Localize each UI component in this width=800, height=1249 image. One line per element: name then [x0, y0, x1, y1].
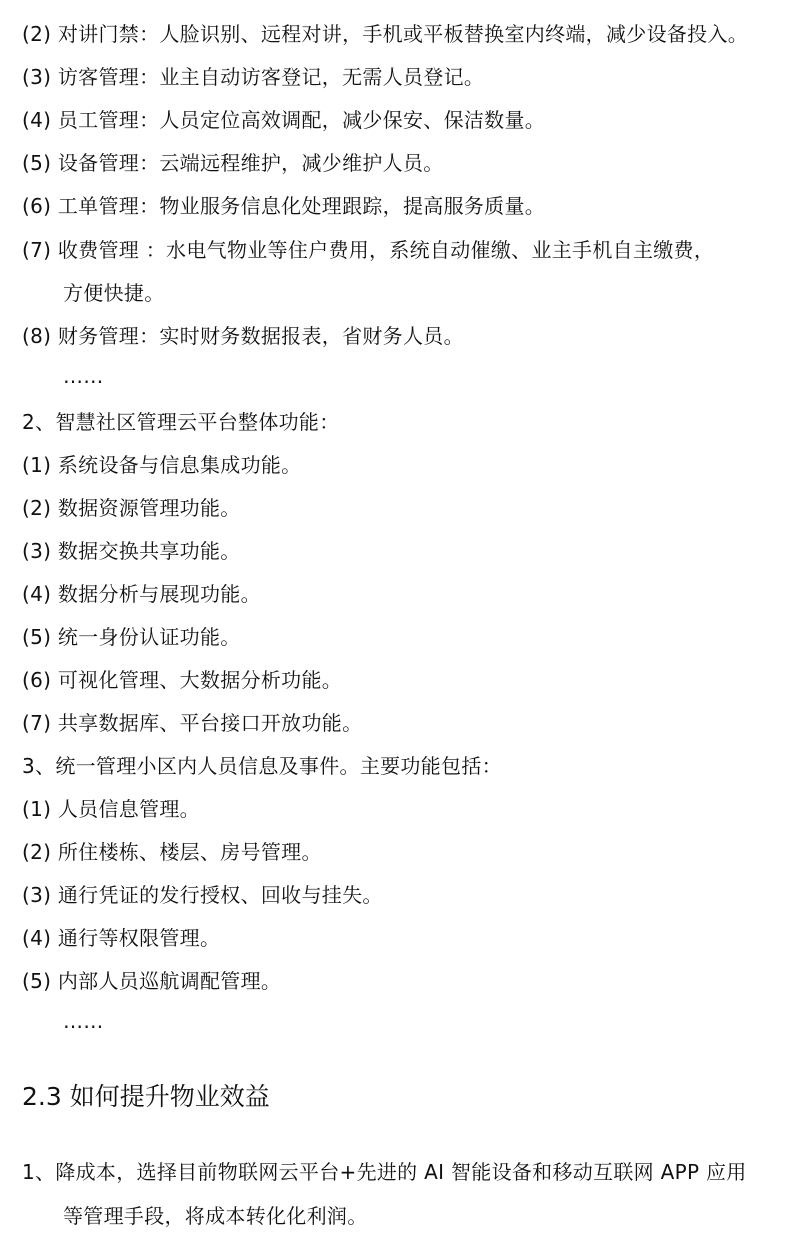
list-item: (7) 收费管理 ：水电气物业等住户费用，系统自动催缴、业主手机自主缴费， — [22, 238, 715, 262]
list-item: (3) 访客管理：业主自动访客登记，无需人员登记。 — [22, 65, 485, 89]
list-item: (7) 共享数据库、平台接口开放功能。 — [22, 711, 363, 735]
paragraph-line: 等管理手段，将成本转化化利润。 — [63, 1204, 368, 1228]
section-item: 3、统一管理小区内人员信息及事件。主要功能包括： — [22, 754, 502, 778]
list-item: (4) 数据分析与展现功能。 — [22, 582, 261, 606]
list-item: (5) 设备管理：云端远程维护，减少维护人员。 — [22, 151, 444, 175]
list-item: (2) 对讲门禁：人脸识别、远程对讲，手机或平板替换室内终端，减少设备投入。 — [22, 22, 749, 46]
list-item-continuation: 方便快捷。 — [63, 281, 165, 305]
list-item: (3) 数据交换共享功能。 — [22, 539, 241, 563]
list-item: (6) 可视化管理、大数据分析功能。 — [22, 668, 343, 692]
list-item: (4) 通行等权限管理。 — [22, 926, 221, 950]
list-item: (2) 数据资源管理功能。 — [22, 496, 241, 520]
list-item: (6) 工单管理：物业服务信息化处理跟踪，提高服务质量。 — [22, 194, 546, 218]
list-item: (1) 系统设备与信息集成功能。 — [22, 453, 302, 477]
list-item: (2) 所住楼栋、楼层、房号管理。 — [22, 840, 322, 864]
section-item: 2、智慧社区管理云平台整体功能： — [22, 410, 340, 434]
list-item: (8) 财务管理：实时财务数据报表，省财务人员。 — [22, 324, 464, 348]
list-item: (4) 员工管理：人员定位高效调配，减少保安、保洁数量。 — [22, 108, 546, 132]
ellipsis: …… — [63, 1009, 104, 1033]
paragraph-line: 1、降成本，选择目前物联网云平台+先进的 AI 智能设备和移动互联网 APP 应用 — [22, 1160, 747, 1184]
section-heading: 2.3 如何提升物业效益 — [22, 1082, 270, 1111]
list-item: (3) 通行凭证的发行授权、回收与挂失。 — [22, 883, 383, 907]
list-item: (5) 内部人员巡航调配管理。 — [22, 969, 282, 993]
list-item: (1) 人员信息管理。 — [22, 797, 200, 821]
list-item: (5) 统一身份认证功能。 — [22, 625, 241, 649]
ellipsis: …… — [63, 364, 104, 388]
